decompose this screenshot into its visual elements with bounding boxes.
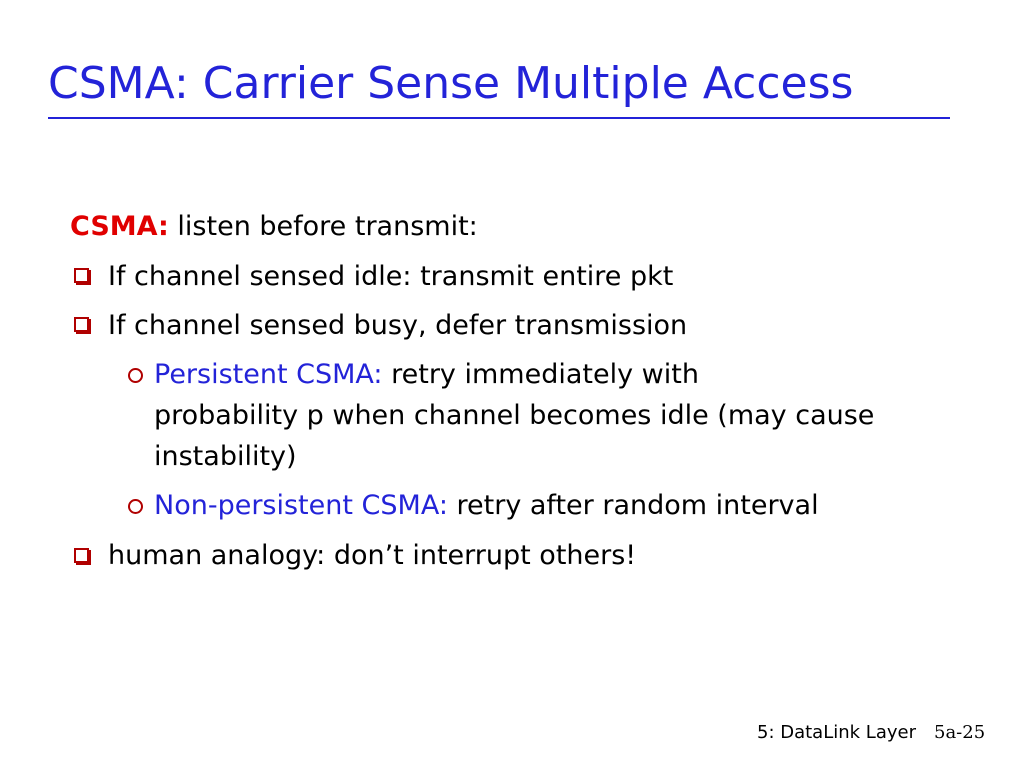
sub-bullet-continuation: probability p when channel becomes idle (may cause xyxy=(154,400,875,431)
sub-bullet-term: Non-persistent CSMA: xyxy=(154,490,448,521)
sub-bullet-text: retry immediately with xyxy=(391,359,699,390)
square-bullet-icon xyxy=(74,268,89,283)
sub-bullet-term: Persistent CSMA: xyxy=(154,359,383,390)
bullet-item: human analogy: don’t interrupt others! xyxy=(108,540,637,571)
slide-title: CSMA: Carrier Sense Multiple Access xyxy=(48,58,854,109)
footer-chapter-label: 5: DataLink Layer xyxy=(757,722,916,743)
circle-bullet-icon xyxy=(128,368,143,383)
footer-page-number: 5a-25 xyxy=(934,722,986,743)
intro-line xyxy=(70,210,478,244)
sub-bullet-continuation: instability) xyxy=(154,441,297,472)
sub-bullet-item xyxy=(154,489,819,523)
circle-bullet-icon xyxy=(128,499,143,514)
bullet-item: If channel sensed busy, defer transmission xyxy=(108,310,688,341)
sub-bullet-text: retry after random interval xyxy=(456,490,819,521)
square-bullet-icon xyxy=(74,548,89,563)
intro-text: listen before transmit: xyxy=(168,211,478,242)
intro-term: CSMA xyxy=(70,211,159,242)
sub-bullet-item xyxy=(154,358,699,392)
intro-colon: : xyxy=(158,211,169,242)
square-bullet-icon xyxy=(74,317,89,332)
bullet-item: If channel sensed idle: transmit entire pkt xyxy=(108,261,674,292)
